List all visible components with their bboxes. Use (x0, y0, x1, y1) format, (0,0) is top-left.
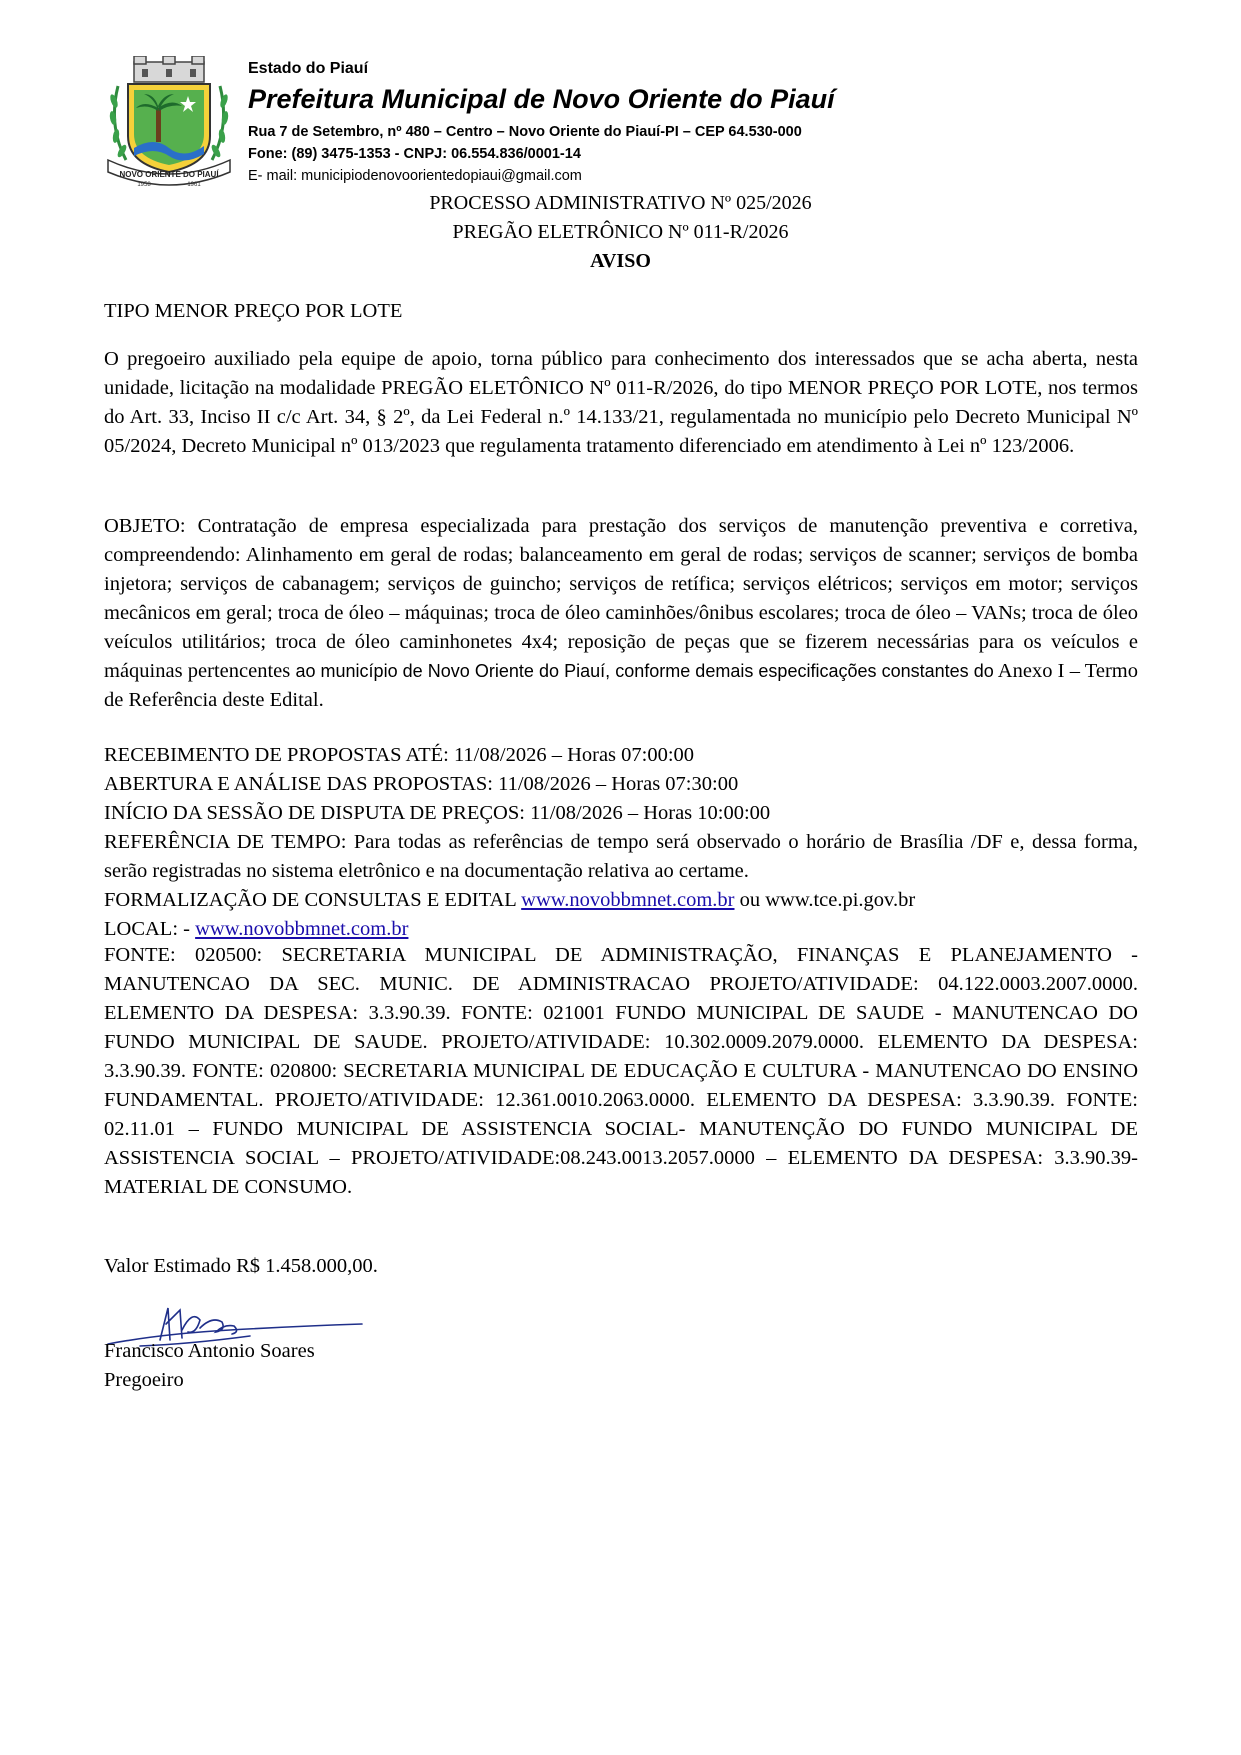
header-phone: Fone: (89) 3475-1353 - CNPJ: 06.554.836/0001-14 (248, 146, 581, 162)
budget-source-paragraph: FONTE: 020500: SECRETARIA MUNICIPAL DE ADMINISTRAÇÃO, FINANÇAS E PLANEJAMENTO - MANUTENCAO DA SEC. MUNIC. DE ADMINISTRACAO PROJETO/ATIVIDADE: 04.122.0003.2007.0000. ELEMENTO DA DESPESA: 3.3.90.39. FONTE: 021001 FUNDO MUNICIPAL DE SAUDE - MANUTENCAO DO FUNDO MUNICIPAL DE SAUDE. PROJETO/ATIVIDADE: 10.302.0009.2079.0000. ELEMENTO DA DESPESA: 3.3.90.39. FONTE: 020800: SECRETARIA MUNICIPAL DE EDUCAÇÃO E CULTURA - MANUTENCAO DO ENSINO FUNDAMENTAL. PROJETO/ATIVIDADE: 12.361.0010.2063.0000. ELEMENTO DA DESPESA: 3.3.90.39. FONTE: 02.11.01 – FUNDO MUNICIPAL DE ASSISTENCIA SOCIAL- MANUTENÇÃO DO FUNDO MUNICIPAL DE ASSISTENCIA SOCIAL – PROJETO/ATIVIDADE:08.243.0013.2057.0000 – ELEMENTO DA DESPESA: 3.3.90.39-MATERIAL DE CONSUMO. (104, 944, 1138, 1198)
crest-year-left: 1958 (137, 182, 151, 188)
signatory-name: Francisco Antonio Soares (104, 1340, 315, 1362)
time-reference: REFERÊNCIA DE TEMPO: Para todas as referências de tempo será observado o horário de Brasília /DF e, dessa forma, serão registradas no sistema eletrônico e na documentação relativa ao certame. (104, 831, 1138, 882)
notice-heading: AVISO (590, 250, 651, 272)
consultation-label: FORMALIZAÇÃO DE CONSULTAS E EDITAL (104, 889, 522, 911)
session-start: INÍCIO DA SESSÃO DE DISPUTA DE PREÇOS: 11/08/2026 – Horas 10:00:00 (104, 802, 771, 824)
object-text: OBJETO: Contratação de empresa especializada para prestação dos serviços de manutenção preventiva e corretiva, compreendendo: Alinhamento em geral de rodas; balanceamento em geral de rodas; serviços de scanner; serviços de bomba injetora; serviços de cabanagem; serviços de guincho; serviços de retífica; serviços elétricos; serviços em motor; serviços mecânicos em geral; troca de óleo – máquinas; troca de óleo caminhões/ônibus escolares; troca de óleo – VANs; troca de óleo veículos utilitários; troca de óleo caminhonetes 4x4; reposição de peças que se fizerem necessárias para os veículos e máquinas pertencentes (104, 515, 1138, 682)
header-state: Estado do Piauí (248, 60, 369, 77)
proposal-opening: ABERTURA E ANÁLISE DAS PROPOSTAS: 11/08/2026 – Horas 07:30:00 (104, 773, 739, 795)
object-paragraph (104, 512, 1138, 715)
crest-banner-text: NOVO ORIENTE DO PIAUÍ (119, 170, 219, 179)
crest-year-right: 1961 (187, 182, 201, 188)
location-line (104, 915, 1138, 944)
schedule-section (104, 741, 1138, 944)
municipal-crest-logo (104, 56, 234, 188)
consultation-alt: ou www.tce.pi.gov.br (734, 889, 916, 911)
proposal-receipt: RECEBIMENTO DE PROPOSTAS ATÉ: 11/08/2026 – Horas 07:00:00 (104, 744, 695, 766)
signatory-role: Pregoeiro (104, 1369, 184, 1391)
pregao-number: PREGÃO ELETRÔNICO Nº 011-R/2026 (452, 221, 789, 243)
header-address: Rua 7 de Setembro, nº 480 – Centro – Novo Oriente do Piauí-PI – CEP 64.530-000 (248, 124, 802, 140)
header-title: Prefeitura Municipal de Novo Oriente do Piauí (248, 84, 835, 114)
estimated-value: Valor Estimado R$ 1.458.000,00. (104, 1255, 378, 1277)
object-text-end: Anexo I – Termo de Referência deste Edital. (104, 660, 1139, 711)
location-link[interactable]: www.novobbmnet.com.br (195, 918, 409, 940)
location-label: LOCAL: - (104, 918, 196, 940)
consultation-link[interactable]: www.novobbmnet.com.br (521, 889, 735, 911)
tender-type: TIPO MENOR PREÇO POR LOTE (104, 300, 403, 322)
object-text-sans: ao município de Novo Oriente do Piauí, conforme demais especificações constantes do (295, 661, 994, 681)
process-number: PROCESSO ADMINISTRATIVO Nº 025/2026 (429, 192, 812, 214)
intro-paragraph: O pregoeiro auxiliado pela equipe de apoio, torna público para conhecimento dos interessados que se acha aberta, nesta unidade, licitação na modalidade PREGÃO ELETÔNICO Nº 011-R/2026, do tipo MENOR PREÇO POR LOTE, nos termos do Art. 33, Inciso II c/c Art. 34, § 2º, da Lei Federal n.º 14.133/21, regulamentada no município pelo Decreto Municipal Nº 05/2024, Decreto Municipal nº 013/2023 que regulamenta tratamento diferenciado em atendimento à Lei nº 123/2006. (104, 348, 1138, 457)
header-email: E- mail: municipiodenovoorientedopiaui@gmail.com (248, 168, 582, 184)
consultation-line (104, 886, 1138, 915)
